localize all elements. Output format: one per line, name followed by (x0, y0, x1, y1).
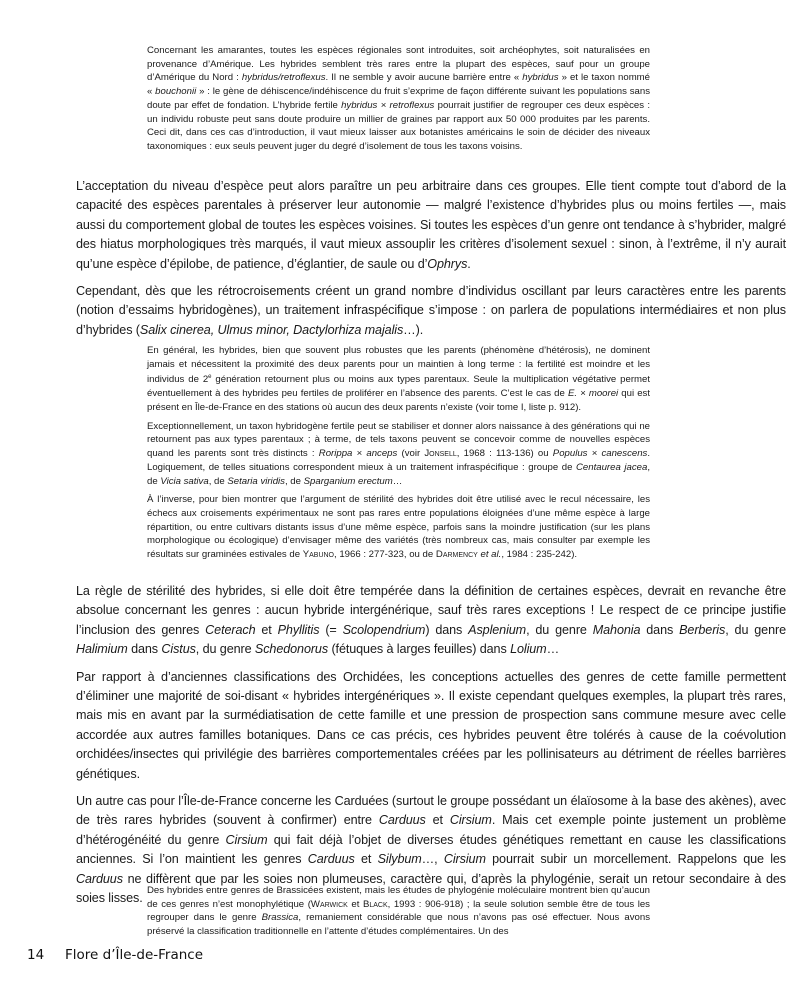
text: Un autre cas pour l’Île-de-France concerne les Carduées (surtout le groupe possédant un élaïosome à la base des akènes), avec de très rares hybrides (souvent à confirmer) entre (76, 794, 786, 828)
note-block-hybrides (147, 344, 650, 567)
author-name: Jonsell (424, 448, 457, 460)
taxon-name: Cistus (161, 642, 196, 657)
main-text-section-2 (76, 582, 786, 917)
taxon-name: Setaria viridis (227, 475, 285, 487)
taxon-name: Halimium (76, 642, 128, 657)
taxon-name: hybridus × retroflexus (341, 99, 435, 111)
main-text-section-1 (76, 177, 786, 348)
text: , de (147, 461, 650, 487)
superscript: e (208, 374, 212, 381)
taxon-name: bouchonii (155, 86, 197, 98)
taxon-name: Cirsium (449, 813, 492, 828)
taxon-name: Sparganium erectum (303, 475, 393, 487)
text: (= (319, 622, 343, 637)
text: …, (421, 852, 444, 867)
author-name: Yabuno (302, 549, 334, 561)
text: et (354, 852, 378, 867)
text: (voir (397, 448, 425, 460)
text: , remaniement considérable que nous n’avons pas osé effectuer. Nous avons préservé la classification traditionnelle en l’attente d’études complémentaires. Un des (147, 912, 650, 938)
text: génération retournent plus ou moins aux types parentaux. Seule la multiplication végétative permet éventuellement à des hybrides peu fertiles de proliférer en l’absence des parents. C’est le cas de (147, 374, 651, 400)
taxon-name: Phyllitis (277, 622, 320, 637)
note-block-amarantes (147, 44, 650, 159)
note-paragraph (147, 420, 650, 489)
taxon-name: Carduus (378, 813, 426, 828)
taxon-name: Cirsium (225, 832, 268, 847)
text: et (425, 813, 450, 828)
text: qui est présent en Île-de-France en des stations où aucun des deux parents n’existe (voir tome I, liste p. 912). (147, 388, 650, 413)
text: L’acceptation du niveau d’espèce peut alors paraître un peu arbitraire dans ces groupes. Elle tient compte tout d’abord de la capacité des espèces parentales à préserver leur autonomie — malgré l’existence d’hybrides plus ou moins fertiles —, mais aussi du comportement global de toutes les espèces voisines. Si toutes les espèces d’un genre ont tendance à s’hybrider, malgré des hiatus morphologiques très marqués, il vaut mieux assouplir les critères d’isolement sexuel : sinon, à l’extrême, il n’y aurait qu’une espèce d’épilobe, de patience, d’églantier, de saule ou d’ (76, 179, 786, 271)
text: ) dans (425, 622, 469, 637)
text: . Il ne semble y avoir aucune barrière entre « (325, 72, 523, 84)
text: » : le gène de déhiscence/indéhiscence du fruit s’exprime de façon différente suivant les populations sans doute par effet de fondation. L’hybride fertile (147, 86, 650, 111)
text: , 1966 : 277-323, ou de (334, 549, 436, 561)
taxon-name: Scolopendrium (342, 622, 426, 637)
text: , 1984 : 235-242). (501, 549, 578, 561)
taxon-name: Carduus (307, 852, 355, 867)
taxon-name: Berberis (679, 622, 726, 637)
author-name: Darmency (435, 549, 478, 561)
taxon-name: Asplenium (468, 622, 527, 637)
text: , 1968 : 113-136) ou (456, 448, 553, 460)
taxon-name: Vicia sativa (160, 475, 209, 487)
author-name: Black (362, 898, 388, 910)
text: Cependant, dès que les rétrocroisements créent un grand nombre d’individus oscillant par leurs caractères entre les parents (notion d’essaims hybridogènes), un traitement infraspécifique s’impose : on parlera de populations intermédiaires et non plus d’hybrides ( (76, 284, 786, 337)
text: … (392, 475, 403, 487)
text: , du genre (725, 622, 786, 637)
text: , de (284, 475, 304, 487)
note-block-brassicees (147, 884, 650, 944)
taxon-name: Ceterach (205, 622, 256, 637)
text: pourrait justifier de regrouper ces deux espèces : un individu robuste peut sans doute produire un millier de graines par rapport aux 50 000 produites par les parents. Ceci dit, dans ces cas d’introduction, il vaut mieux laisser aux botanistes américains le soin de décider des niveaux taxonomiques : eux seuls peuvent juger du degré d’isolement de tous les taxons voisins. (147, 99, 650, 152)
text: dans (127, 642, 162, 657)
taxon-name: Salix cinerea, Ulmus minor, Dactylorhiza majalis (139, 322, 404, 337)
taxon-name: hybridus (522, 72, 559, 84)
taxon-name: Centaurea jacea (576, 461, 648, 473)
note-paragraph (147, 884, 650, 939)
text: , de (208, 475, 228, 487)
note-paragraph (147, 493, 650, 562)
taxon-name: hybridus/retroflexus (241, 72, 326, 84)
text: La règle de stérilité des hybrides, si elle doit être tempérée dans la définition de certaines espèces, devrait en revanche être absolue concernant les genres : aucun hybride intergénérique, sauf très rares exceptions ! Le respect de ce principe justifie l’inclusion des genres (76, 584, 786, 637)
main-paragraph (76, 668, 786, 784)
text: , 1993 : 906-918) ; la seule solution semble être de tous les regrouper dans le genre (147, 898, 650, 924)
page-number: 14 (27, 947, 45, 963)
main-paragraph (76, 177, 786, 274)
text: …). (403, 322, 424, 337)
page-footer (27, 947, 203, 963)
text: ne diffèrent que par les soies non plumeuses, caractère qui, d’après la phylogénie, serait un retour secondaire à des soies lisses. (76, 871, 786, 906)
taxon-name: Ophrys (427, 256, 468, 271)
taxon-name: Schedonorus (254, 642, 329, 657)
text: . Mais cet exemple pointe justement un problème d’hétérogénéité du genre (76, 813, 786, 847)
text: et (255, 622, 278, 637)
text: et (347, 898, 363, 910)
taxon-name: Populus × canescens (552, 448, 648, 460)
taxon-name: E. × moorei (567, 388, 619, 400)
text: » et le taxon nommé « (147, 72, 651, 98)
text: pourrait subir un morcellement. Rappelons que les (485, 852, 786, 867)
text: dans (640, 622, 680, 637)
text: … (546, 642, 560, 657)
text: , du genre (526, 622, 593, 637)
text: Exceptionnellement, un taxon hybridogène fertile peut se stabiliser et donner alors naissance à des générations qui ne retournent pas aux types parentaux ; à terme, de tels taxons peuvent se concevoir comme de nouvelles espèces quand les parents sont très distincts : (147, 420, 650, 460)
taxon-name: Brassica (261, 912, 299, 924)
taxon-name: Silybum (377, 852, 422, 867)
text: . Logiquement, de telles situations correspondent mieux à un traitement infraspécifique : groupe de (147, 448, 650, 473)
text: Par rapport à d’anciennes classifications des Orchidées, les conceptions actuelles des genres de cette famille permettent d’éliminer une majorité de soi-disant « hybrides intergénériques ». Il existe cependant quelques exemples, la plupart très rares, mais mis en avant par la surmédiatisation de cette famille et une pression de prospection sans commune mesure avec celle accordée aux autres familles botaniques. Dans ce cas précis, ces hybrides peuvent être tolérés à cause de la coévolution orchidées/insectes qui privilégie des barrières comportementales créées par les pollinisateurs au détriment de réelles barrières génétiques. (76, 669, 786, 781)
taxon-name: Cirsium (443, 852, 486, 867)
taxon-name: Rorippa × anceps (318, 448, 398, 460)
text: , du genre (195, 642, 255, 657)
main-paragraph (76, 582, 786, 660)
citation-etal: et al. (480, 549, 502, 561)
note-paragraph (147, 44, 650, 154)
text: qui fait déjà l’objet de diverses études génétiques remettant en cause les classifications anciennes. Si l’on maintient les genres (76, 832, 786, 867)
taxon-name: Mahonia (592, 622, 641, 637)
main-paragraph (76, 282, 786, 340)
book-title: Flore d’Île-de-France (65, 947, 204, 963)
text: (fétuques à larges feuilles) dans (328, 642, 511, 657)
taxon-name: Lolium (510, 642, 547, 657)
author-name: Warwick (310, 898, 348, 910)
taxon-name: Carduus (76, 871, 123, 886)
note-paragraph (147, 344, 650, 415)
text: Des hybrides entre genres de Brassicées existent, mais les études de phylogénie moléculaire montrent bien qu’aucun de ces genres n’est monophylétique ( (147, 885, 650, 910)
text: En général, les hybrides, bien que souvent plus robustes que les parents (phénomène d’hétérosis), ne dominent jamais et nécessitent la proximité des deux parents pour un maintien à long terme : la fertilité est moindre et les individus de 2 (147, 345, 650, 386)
text: Concernant les amarantes, toutes les espèces régionales sont introduites, soit archéophytes, soit naturalisées en provenance d’Amérique. Les hybrides semblent très rares entre la plupart des espèces, sauf pour un groupe d’Amérique du Nord : (147, 45, 650, 84)
text: À l’inverse, pour bien montrer que l’argument de stérilité des hybrides doit être utilisé avec le recul nécessaire, les échecs aux croisements expérimentaux ne sont pas rares entre populations éloignées d’une même espèce à large répartition, ou entre cultivars distants issus d’une même espèce, parfois sans la moindre justification (sur les plans morphologique ou écologique) d’envisager même des variétés (très nombreux cas, mais consulter par exemple les résultats sur graminées estivales de (147, 494, 650, 561)
text: . (467, 256, 471, 271)
